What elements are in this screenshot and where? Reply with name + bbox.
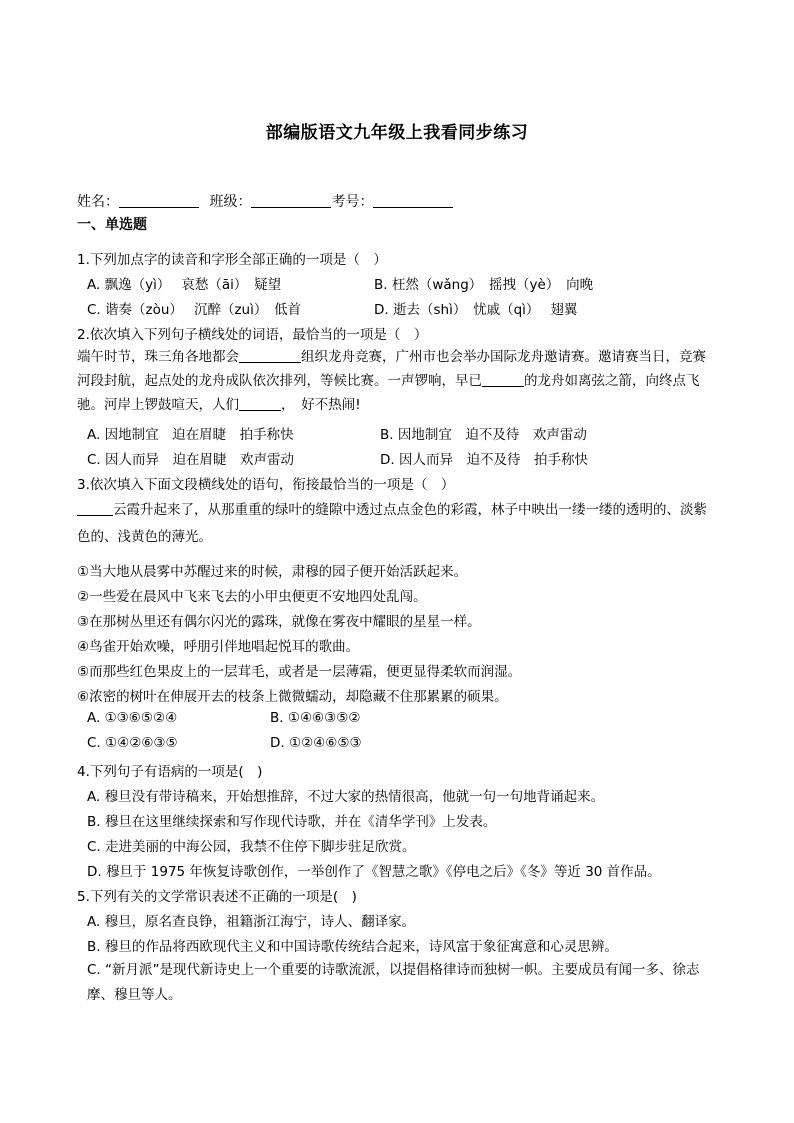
question-4-option-b: B. 穆旦在这里继续探索和写作现代诗歌，并在《清华学刊》上发表。 [87,814,497,830]
question-2-option-d: D. 因人而异 迫不及待 拍手称快 [380,452,588,468]
question-3-option-c: C. ①④②⑥③⑤ [87,735,178,751]
question-5-stem: 5.下列有关的文学常识表述不正确的一项是( ) [77,889,357,905]
fill-blank [239,348,301,363]
question-4-option-d: D. 穆旦于 1975 年恢复诗歌创作，一举创作了《智慧之歌》《停电之后》《冬》等近 30 首作品。 [87,864,661,880]
fill-blank [482,372,524,387]
page-title: 部编版语文九年级上我看同步练习 [265,123,529,143]
fill-blank [77,501,113,516]
question-3-option-b: B. ①④⑥③⑤② [270,710,361,726]
fill-blank [239,396,281,411]
id-label: 考号： [331,194,374,210]
question-3-sentence-4: ④鸟雀开始欢噪，呼朋引伴地唱起悦耳的歌曲。 [77,639,360,655]
question-4-stem: 4.下列句子有语病的一项是( ) [77,764,263,780]
question-3-sentence-2: ②一些爱在晨风中飞来飞去的小甲虫便更不安地四处乱闯。 [77,589,427,605]
question-5-option-c: C. “新月派”是现代新诗史上一个重要的诗歌流派，以提倡格律诗而独树一帜。主要成员有闻一多、徐志摩、穆旦等人。 [87,962,700,1003]
section-heading: 一、单选题 [77,217,147,233]
question-2-option-c: C. 因人而异 迫在眉睫 欢声雷动 [87,452,295,468]
question-5-option-b: B. 穆旦的作品将西欧现代主义和中国诗歌传统结合起来，诗风富于象征寓意和心灵思辨。 [87,939,618,955]
passage-text: 的龙舟如离弦之箭，向终点飞驰。河岸上锣鼓喧天，人们 [77,373,700,413]
question-2-stem: 2.依次填入下列句子横线处的词语，最恰当的一项是（ ） [77,327,428,343]
passage-text: 端午时节，珠三角各地都会 [77,349,239,365]
passage-text: ， 好不热闹! [281,397,361,413]
question-3-stem: 3.依次填入下面文段横线处的语句，衔接最恰当的一项是（ ） [77,477,455,493]
question-5-option-a: A. 穆旦，原名查良铮，祖籍浙江海宁，诗人、翻译家。 [87,914,416,930]
passage-text: 组织龙舟竞赛，广州市也会举办国际龙舟邀请赛。邀请赛当日，竞赛河段封航，起点处的龙舟成队依次排列，等候比赛。一声锣响，早已 [77,349,706,389]
student-info-line [77,191,453,211]
question-3-passage [77,497,717,551]
class-blank [251,193,331,208]
question-3-sentence-3: ③在那树丛里还有偶尔闪光的露珠，就像在雾夜中耀眼的星星一样。 [77,614,481,630]
class-label: 班级： [209,194,252,210]
question-1-option-c: C. 谐奏（zòu） 沉醉（zuì） 低首 [87,302,302,318]
name-label: 姓名： [77,194,119,210]
id-blank [373,193,453,208]
passage-text: 云霞升起来了，从那重重的绿叶的缝隙中透过点点金色的彩霞，林子中映出一缕一缕的透明的、淡紫色的、浅黄色的薄光。 [77,502,707,545]
question-3-sentence-5: ⑤而那些红色果皮上的一层茸毛，或者是一层薄霜，便更显得柔软而润湿。 [77,664,522,680]
name-blank [119,193,199,208]
question-2-option-b: B. 因地制宜 迫不及待 欢声雷动 [380,427,587,443]
question-4-option-c: C. 走进美丽的中海公园，我禁不住停下脚步驻足欣赏。 [87,839,416,855]
question-4-option-a: A. 穆旦没有带诗稿来，开始想推辞，不过大家的热情很高，他就一句一句地背诵起来。 [87,789,605,805]
question-3-option-a: A. ①③⑥⑤②④ [87,710,178,726]
question-3-sentence-1: ①当大地从晨雾中苏醒过来的时候，肃穆的园子便开始活跃起来。 [77,564,468,580]
question-1-stem: 1.下列加点字的读音和字形全部正确的一项是（ ） [77,252,387,268]
question-1-option-b: B. 枉然（wǎng） 摇拽（yè） 向晚 [374,277,594,293]
question-2-option-a: A. 因地制宜 迫在眉睫 拍手称快 [87,427,294,443]
question-3-sentence-6: ⑥浓密的树叶在伸展开去的枝条上微微蠕动，却隐藏不住那累累的硕果。 [77,689,508,705]
question-1-option-d: D. 逝去（shì） 忧戚（qì） 翅翼 [374,302,578,318]
question-1-option-a: A. 飘逸（yì） 哀愁（āi） 疑望 [87,277,282,293]
question-3-option-d: D. ①②④⑥⑤③ [270,735,362,751]
question-2-passage [77,345,717,417]
